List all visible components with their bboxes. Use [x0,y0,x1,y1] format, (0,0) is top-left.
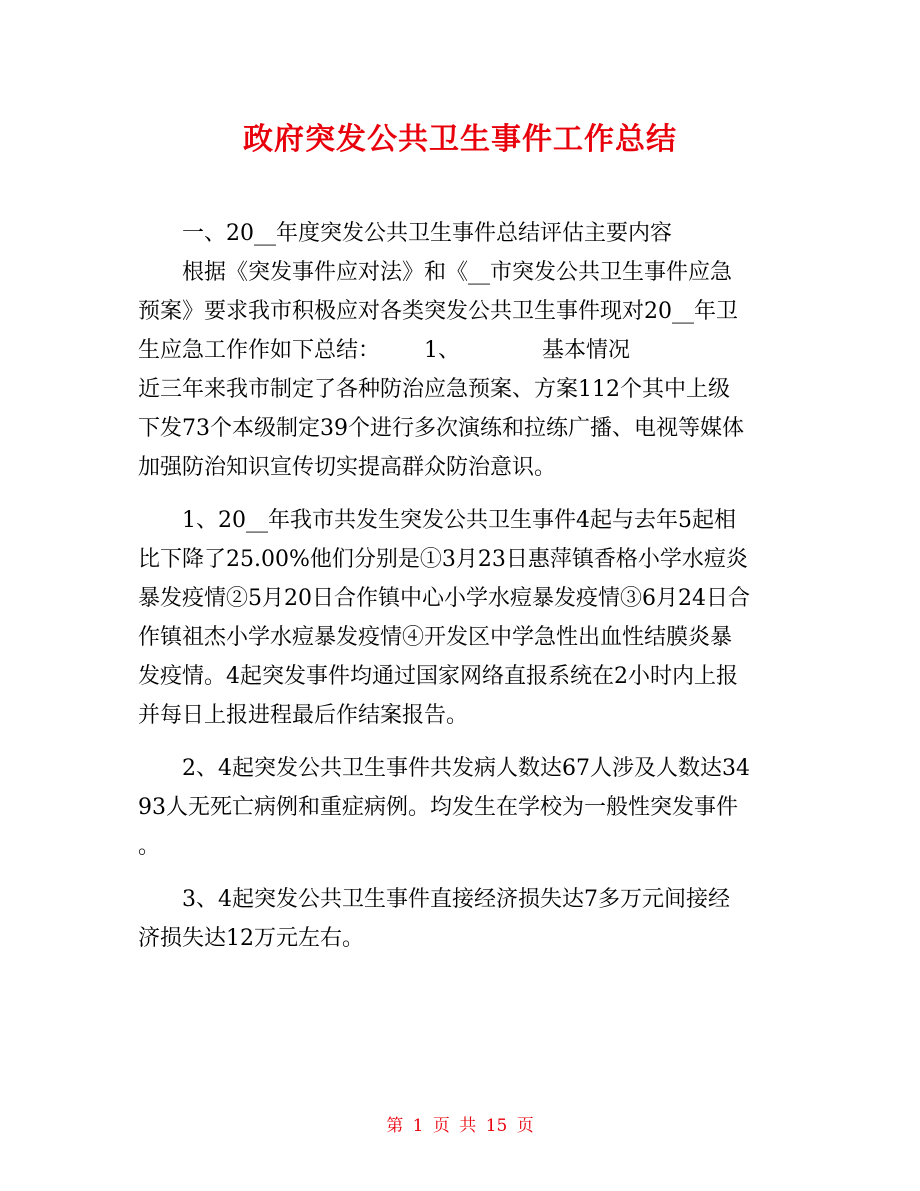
paragraph-line: 1、20__年我市共发生突发公共卫生事件4起与去年5起相 [182,508,736,533]
paragraph-line: 并每日上报进程最后作结案报告。 [138,703,469,728]
document-body [138,214,786,958]
paragraph-line: 济损失达12万元左右。 [138,926,364,951]
paragraph-line: 下发73个本级制定39个进行多次演练和拉练广播、电视等媒体 [138,416,744,441]
paragraph-line: 3、4起突发公共卫生事件直接经济损失达7多万元间接经 [182,887,730,912]
paragraph-line-with-heading [138,331,786,370]
paragraph-line: 作镇祖杰小学水痘暴发疫情④开发区中学急性出血性结膜炎暴 [138,625,733,650]
page-number-footer: 第 1 页 共 15 页 [386,1116,534,1136]
paragraph-line: 加强防治知识宣传切实提高群众防治意识。 [138,455,557,480]
paragraph-line: 根据《突发事件应对法》和《__市突发公共卫生事件应急 [182,260,733,285]
paragraph-line: 生应急工作作如下总结： [138,338,381,363]
section-heading: 一、20__年度突发公共卫生事件总结评估主要内容 [182,221,672,246]
subsection-heading: 基本情况 [542,338,631,363]
paragraph-line: 。 [138,834,161,859]
paragraph-line: 比下降了25.00%他们分别是①3月23日惠萍镇香格小学水痘炎 [138,547,748,572]
paragraph-line: 93人无死亡病例和重症病例。均发生在学校为一般性突发事件 [138,795,738,820]
paragraph-line: 暴发疫情②5月20日合作镇中心小学水痘暴发疫情③6月24日合 [138,586,750,611]
paragraph-line: 2、4起突发公共卫生事件共发病人数达67人涉及人数达34 [182,756,750,781]
list-marker: 1、 [424,338,461,363]
paragraph-line: 预案》要求我市积极应对各类突发公共卫生事件现对20__年卫 [138,299,738,324]
document-title: 政府突发公共卫生事件工作总结 [243,122,677,157]
paragraph-line: 近三年来我市制定了各种防治应急预案、方案112个其中上级 [138,377,730,402]
paragraph-line: 发疫情。4起突发事件均通过国家网络直报系统在2小时内上报 [138,664,738,689]
